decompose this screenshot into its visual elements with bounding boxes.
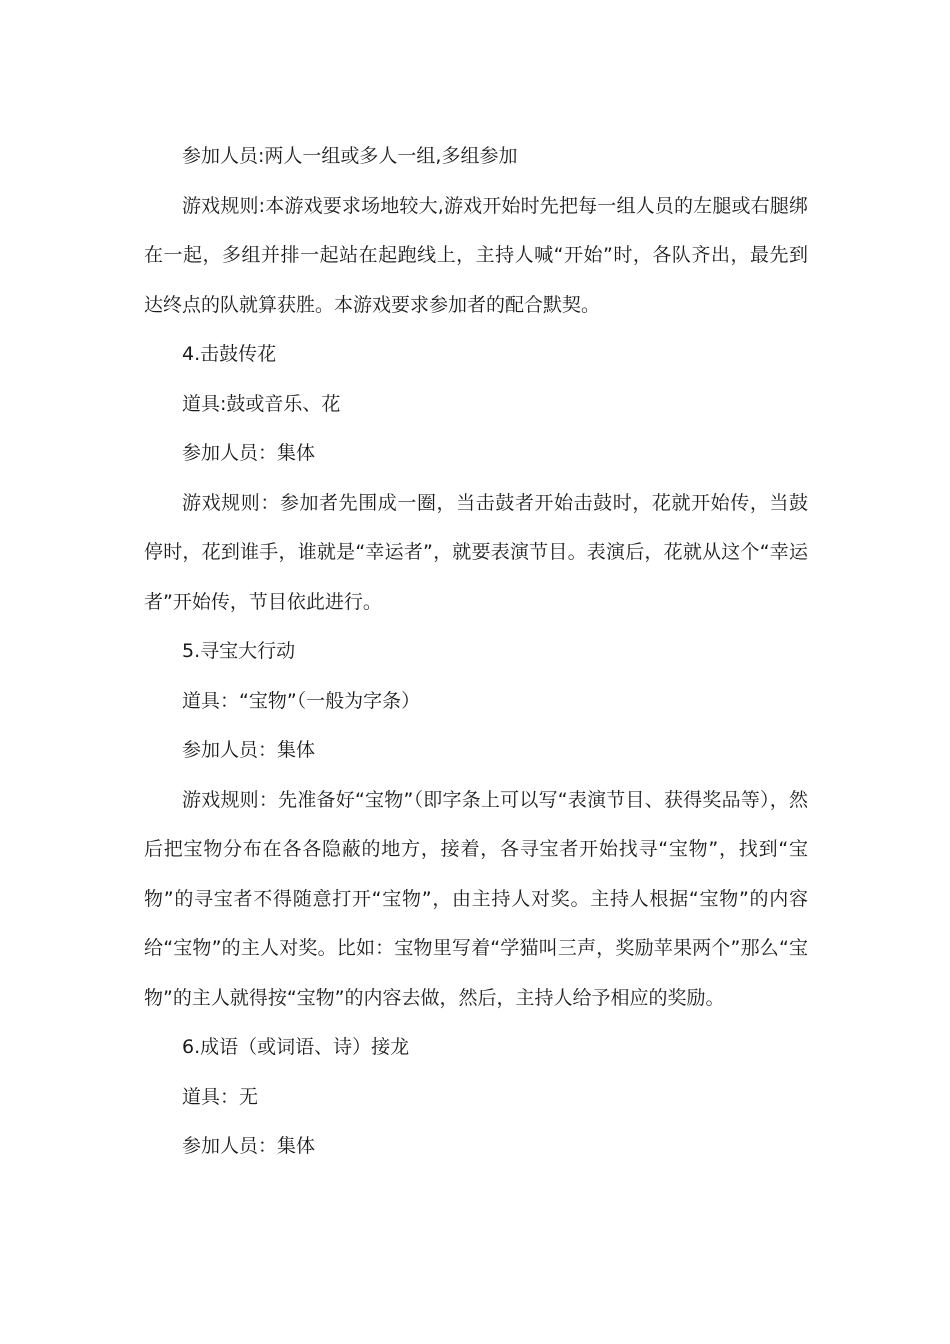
document-body bbox=[144, 132, 808, 1172]
heading-game-5: 5.寻宝大行动 bbox=[182, 640, 296, 662]
paragraph-participants-6: 参加人员：集体 bbox=[182, 1135, 316, 1157]
paragraph-rules-4: 游戏规则：参加者先围成一圈，当击鼓者开始击鼓时，花就开始传，当鼓停时，花到谁手，谁就是“幸运者”，就要表演节目。表演后，花就从这个“幸运者”开始传，节目依此进行。 bbox=[144, 491, 808, 613]
paragraph-participants-4: 参加人员：集体 bbox=[182, 442, 316, 464]
paragraph-props-5: 道具：“宝物”（一般为字条） bbox=[182, 689, 421, 712]
heading-game-6: 6.成语（或词语、诗）接龙 bbox=[182, 1036, 410, 1058]
paragraph-props-6: 道具：无 bbox=[182, 1085, 259, 1108]
paragraph-props-4: 道具:鼓或音乐、花 bbox=[182, 392, 341, 415]
paragraph-participants-1: 参加人员:两人一组或多人一组,多组参加 bbox=[182, 145, 518, 167]
heading-game-4: 4.击鼓传花 bbox=[182, 343, 277, 365]
paragraph-participants-5: 参加人员：集体 bbox=[182, 739, 316, 761]
paragraph-rules-1: 游戏规则:本游戏要求场地较大,游戏开始时先把每一组人员的左腿或右腿绑在一起，多组并排一起站在起跑线上，主持人喊“开始”时，各队齐出，最先到达终点的队就算获胜。本游戏要求参加者的配合默契。 bbox=[144, 194, 808, 316]
paragraph-rules-5: 游戏规则：先准备好“宝物”（即字条上可以写“表演节目、获得奖品等），然后把宝物分布在各各隐蔽的地方，接着，各寻宝者开始找寻“宝物”，找到“宝物”的寻宝者不得随意打开“宝物”，由主持人对奖。主持人根据“宝物”的内容给“宝物”的主人对奖。比如：宝物里写着“学猫叫三声，奖励苹果两个”那么“宝物”的主人就得按“宝物”的内容去做，然后，主持人给予相应的奖励。 bbox=[144, 788, 808, 1009]
